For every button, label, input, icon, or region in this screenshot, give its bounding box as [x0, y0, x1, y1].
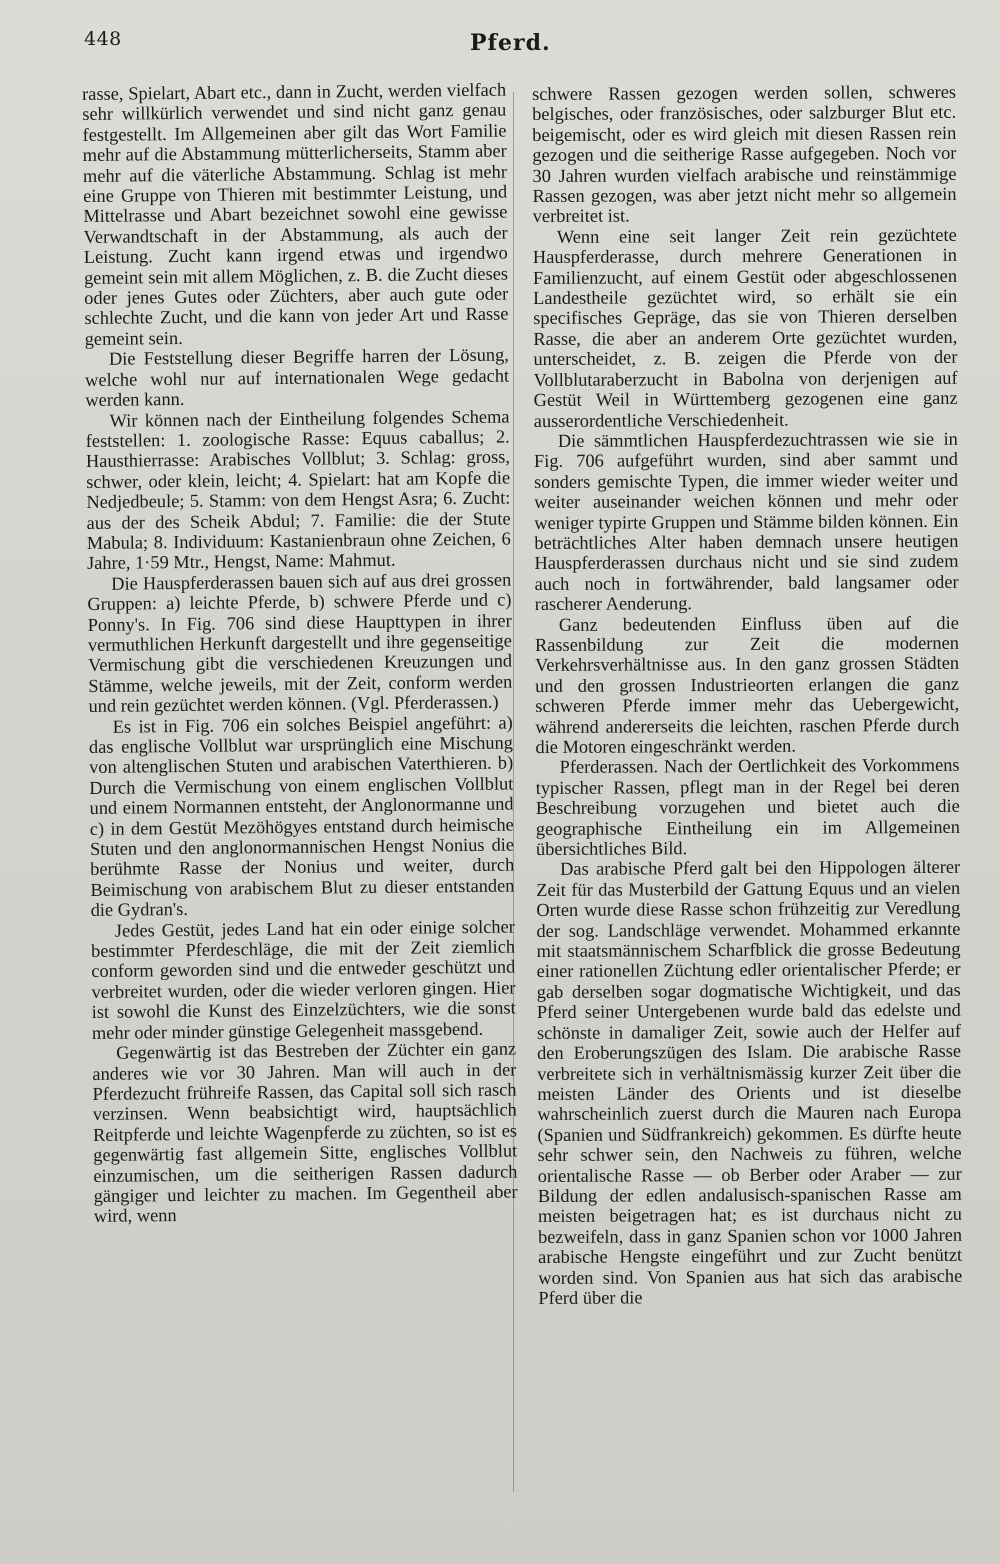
- right-column: [532, 82, 964, 1524]
- page-number: 448: [84, 28, 122, 50]
- paragraph: Jedes Gestüt, jedes Land hat ein oder einige solcher bestimmter Pferdeschläge, die mit der Zeit ziemlich conform geworden sind und die entweder geschützt und verbreitet wurden, oder die wieder verloren gingen. Hier ist sowohl die Kunst des Einzelzüchters, wie die sonst mehr oder minder günstige Gelegenheit massgebend.: [90, 916, 516, 1043]
- paragraph: rasse, Spielart, Abart etc., dann in Zucht, werden vielfach sehr willkürlich verwendet und sind nicht ganz genau festgestellt. Im Allgemeinen aber gilt das Wort Familie mehr auf die Abstammung mütterlicherseits, Stamm aber mehr auf die väterliche Abstammung. Schlag ist mehr eine Gruppe von Thieren mit bestimmter Leistung, und Mittelrasse und Abart bezeichnet sowohl eine gewisse Verwandtschaft in der Abstammung, als auch der Leistung. Zucht kann irgend etwas und irgendwo gemeint sein mit allem Möglichen, z. B. die Zucht dieses oder jenes Gutes oder Züchters, aber auch gute oder schlechte Zucht, und die kann von jeder Art und Rasse gemeint sein.: [82, 79, 509, 349]
- paragraph: Ganz bedeutenden Einfluss üben auf die Rassenbildung zur Zeit die modernen Verkehrsverhältnisse aus. In den ganz grossen Städten und den grossen Industrieorten erlangen die ganz schweren Pferde immer mehr das Uebergewicht, während andererseits die leichten, raschen Pferde durch die Motoren eingeschränkt werden.: [534, 612, 960, 757]
- paragraph: schwere Rassen gezogen werden sollen, schweres belgisches, oder französisches, oder salzburger Blut etc. beigemischt, oder es wird gleich mit diesen Rassen rein gezogen und die seitherige Rasse aufgegeben. Noch vor 30 Jahren wurden vielfach arabische und reinstämmige Rassen gezogen, was aber jetzt nicht mehr so allgemein verbreitet ist.: [532, 81, 957, 227]
- running-title: Pferd.: [470, 30, 551, 56]
- paragraph: Wir können nach der Eintheilung folgendes Schema feststellen: 1. zoologische Rasse: Equus caballus; 2. Hausthierrasse: Arabisches Vollblut; 3. Schlag: gross, schwer, oder klein, leicht; 4. Spielart: hat am Kopfe die Nedjedbeule; 5. Stamm: von dem Hengst Asra; 6. Zucht: aus der des Scheik Abdul; 7. Familie: die der Stute Mabula; 8. Individuum: Kastanienbraun ohne Zeichen, 6 Jahre, 1·59 Mtr., Hengst, Name: Mahmut.: [85, 406, 511, 574]
- left-column: [82, 80, 521, 1524]
- paragraph: Das arabische Pferd galt bei den Hippologen älterer Zeit für das Musterbild der Gattung Equus und an vielen Orten wurde diese Rasse schon frühzeitig zur Veredlung der sog. Landschläge verwendet. Mohammed erkannte mit staatsmännischem Scharfblick die grosse Bedeutung einer rationellen Züchtung edler orientalischer Pferde; er gab derselben sogar dogmatische Wichtigkeit, und das Pferd seiner Untergebenen wurde bald das edelste und schönste in damaliger Zeit, sowie auch der Helfer auf den Eroberungszügen des Islam. Die arabische Rasse verbreitete sich in verhältnismässig kurzer Zeit über die meisten Länder des Orients und ist dieselbe wahrscheinlich zuerst durch die Mauren nach Europa (Spanien und Südfrankreich) gekommen. Es dürfte heute sehr schwer sein, den Nachweis zu führen, welche orientalische Rasse — ob Berber oder Araber — zur Bildung der edlen andalusisch-spanischen Rasse am meisten beigetragen hat; es ist durchaus nicht zu bezweifeln, dass in ganz Spanien schon vor 1000 Jahren arabische Hengste eingeführt und zur Zucht benützt worden sind. Von Spanien aus hat sich das arabische Pferd über die: [536, 857, 963, 1308]
- paragraph: Gegenwärtig ist das Bestreben der Züchter ein ganz anderes wie vor 30 Jahren. Man will auch in der Pferdezucht frühreife Rassen, das Capital soll sich rasch verzinsen. Wenn beabsichtigt wird, hauptsächlich Reitpferde und leichte Wagenpferde zu züchten, so ist es gegenwärtig fast allgemein Sitte, englisches Vollblut einzumischen, um die seitherigen Rassen dadurch gängiger und leichter zu machen. Im Gegentheil aber wird, wenn: [92, 1038, 518, 1227]
- paragraph: Pferderassen. Nach der Oertlichkeit des Vorkommens typischer Rassen, pflegt man in der Regel bei deren Beschreibung vorzugehen und bietet auch die geographische Eintheilung ein im Allgemeinen übersichtliches Bild.: [535, 755, 960, 860]
- paragraph: Die Feststellung dieser Begriffe harren der Lösung, welche wohl nur auf internationalen Wege gedacht werden kann.: [84, 344, 510, 411]
- paragraph: Wenn eine seit langer Zeit rein gezüchtete Hauspferderasse, durch mehrere Generationen in Familienzucht, auf einem Gestüt oder abgeschlossenen Landestheile gezüchtet wird, so erhält sie ein specifisches Gepräge, das sie von Thieren derselben Rasse, die aber an anderem Orte gezüchtet wurden, unterscheidet, z. B. zeigen die Pferde von der Vollblutaraberzucht in Babolna von derjenigen auf Gestüt Weil in Württemberg gezogenen eine ganz ausserordentliche Verschiedenheit.: [532, 224, 958, 431]
- paragraph: Die Hauspferderassen bauen sich auf aus drei grossen Gruppen: a) leichte Pferde, b) schwere Pferde und c) Ponny's. In Fig. 706 sind diese Haupttypen in ihrer vermuthlichen Herkunft dargestellt und ihre gegenseitige Vermischung gibt die verschiedenen Kreuzungen und Stämme, welche jeweils, mit der Zeit, conform werden und rein gezüchtet werden können. (Vgl. Pferderassen.): [87, 569, 513, 717]
- paragraph: Die sämmtlichen Hauspferdezuchtrassen wie sie in Fig. 706 aufgeführt wurden, sind aber sammt und sonders gemischte Typen, die immer wieder weiter und weiter auseinander weichen können und mehr oder weniger typirte Gruppen und Stämme bilden können. Ein beträchtliches Alter haben demnach unsere heutigen Hauspferderassen durchaus nicht und sie sind zudem auch noch in fortwährender, bald langsamer oder rascherer Aenderung.: [533, 428, 959, 615]
- paragraph: Es ist in Fig. 706 ein solches Beispiel angeführt: a) das englische Vollblut war ursprünglich eine Mischung von altenglischen Stuten und arabischen Vaterthieren. b) Durch die Vermischung von einem englischen Vollblut und einem Normannen entsteht, der Anglonormanne und c) in dem Gestüt Mezöhögyes entstand durch heimische Stuten und den anglonormannischen Hengst Nonius die berühmte Rasse der Nonius und weiter, durch Beimischung von arabischem Blut zu dieser entstanden die Gydran's.: [88, 712, 515, 921]
